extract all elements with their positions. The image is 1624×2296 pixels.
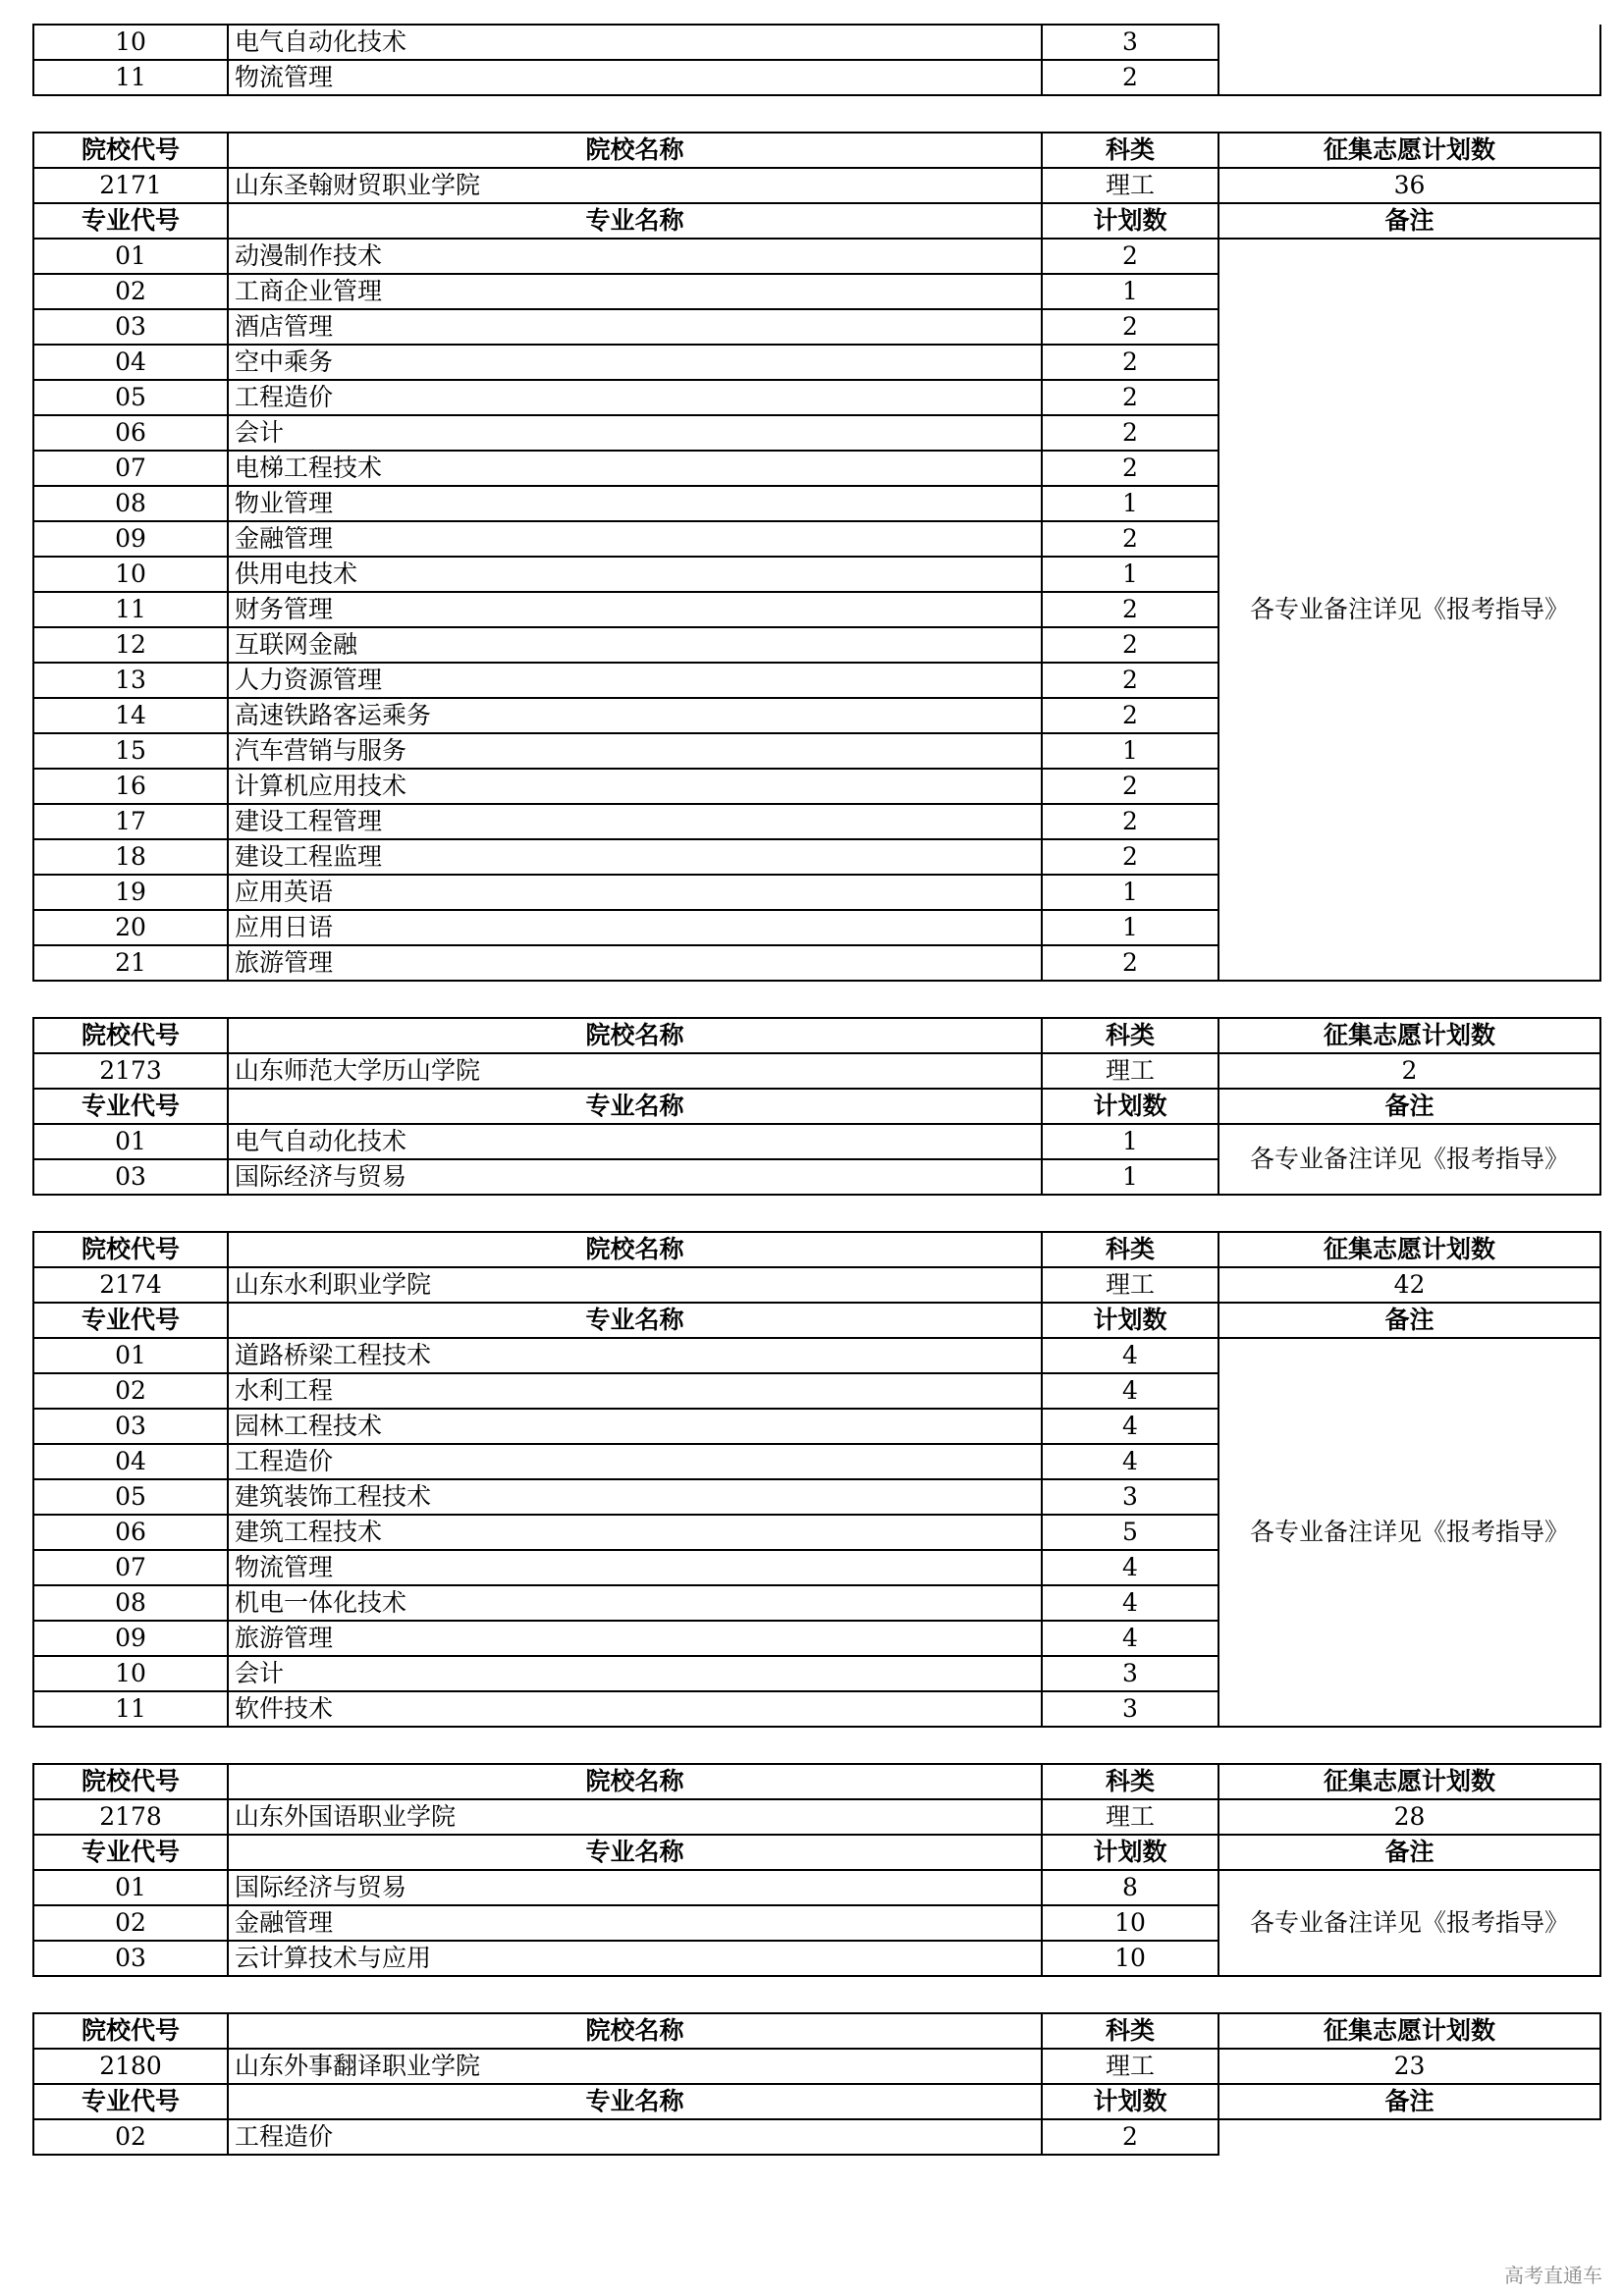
major-name: 园林工程技术	[228, 1409, 1042, 1444]
major-code: 19	[33, 875, 228, 910]
admission-plan-document	[32, 24, 1599, 2156]
major-plan: 4	[1042, 1585, 1218, 1621]
remark-cell: 各专业备注详见《报考指导》	[1218, 1338, 1600, 1727]
table-row	[33, 1338, 1600, 1373]
major-plan: 2	[1042, 2119, 1218, 2155]
major-name-header: 专业名称	[228, 1303, 1042, 1338]
school-table	[32, 132, 1601, 982]
school-code: 2174	[33, 1267, 228, 1303]
major-code: 09	[33, 521, 228, 557]
major-code: 10	[33, 557, 228, 592]
school-code-header: 院校代号	[33, 2013, 228, 2049]
major-name: 工商企业管理	[228, 274, 1042, 309]
major-plan: 3	[1042, 1691, 1218, 1727]
major-name: 互联网金融	[228, 627, 1042, 663]
major-plan: 1	[1042, 910, 1218, 945]
plan-header: 计划数	[1042, 203, 1218, 239]
major-code: 03	[33, 1159, 228, 1195]
school-code-header: 院校代号	[33, 1764, 228, 1799]
major-plan: 1	[1042, 486, 1218, 521]
major-plan: 2	[1042, 380, 1218, 415]
major-name: 会计	[228, 1656, 1042, 1691]
school-table	[32, 1231, 1601, 1728]
major-code: 03	[33, 309, 228, 345]
major-name: 空中乘务	[228, 345, 1042, 380]
major-name: 金融管理	[228, 1905, 1042, 1941]
major-plan: 1	[1042, 1124, 1218, 1159]
major-plan: 3	[1042, 25, 1218, 60]
major-name: 电气自动化技术	[228, 25, 1042, 60]
major-name: 建设工程管理	[228, 804, 1042, 839]
major-name: 供用电技术	[228, 557, 1042, 592]
major-code: 01	[33, 239, 228, 274]
major-plan: 2	[1042, 627, 1218, 663]
school-code: 2178	[33, 1799, 228, 1835]
major-plan: 2	[1042, 345, 1218, 380]
remark-header: 备注	[1218, 1303, 1600, 1338]
major-code: 11	[33, 592, 228, 627]
major-code: 11	[33, 60, 228, 95]
school-name-header: 院校名称	[228, 2013, 1042, 2049]
major-name: 建筑装饰工程技术	[228, 1479, 1042, 1515]
major-plan: 2	[1042, 769, 1218, 804]
school-info-row	[33, 1053, 1600, 1089]
major-plan: 1	[1042, 274, 1218, 309]
major-name: 动漫制作技术	[228, 239, 1042, 274]
school-header-row	[33, 2013, 1600, 2049]
major-plan: 2	[1042, 592, 1218, 627]
major-name: 物流管理	[228, 1550, 1042, 1585]
major-plan: 4	[1042, 1373, 1218, 1409]
school-info-row	[33, 1799, 1600, 1835]
major-plan: 1	[1042, 875, 1218, 910]
major-plan: 2	[1042, 60, 1218, 95]
major-name-header: 专业名称	[228, 1089, 1042, 1124]
school-category: 理工	[1042, 1053, 1218, 1089]
major-name: 金融管理	[228, 521, 1042, 557]
major-plan: 3	[1042, 1479, 1218, 1515]
major-code: 02	[33, 1373, 228, 1409]
major-name: 工程造价	[228, 380, 1042, 415]
major-header-row	[33, 1089, 1600, 1124]
school-header-row	[33, 1232, 1600, 1267]
school-table	[32, 2012, 1601, 2156]
school-code-header: 院校代号	[33, 133, 228, 168]
major-name-header: 专业名称	[228, 203, 1042, 239]
school-name: 山东外事翻译职业学院	[228, 2049, 1042, 2084]
major-name-header: 专业名称	[228, 1835, 1042, 1870]
major-code-header: 专业代号	[33, 1303, 228, 1338]
major-code: 08	[33, 1585, 228, 1621]
major-code: 01	[33, 1124, 228, 1159]
major-plan: 2	[1042, 521, 1218, 557]
major-name: 工程造价	[228, 2119, 1042, 2155]
category-header: 科类	[1042, 133, 1218, 168]
school-category: 理工	[1042, 2049, 1218, 2084]
category-header: 科类	[1042, 1232, 1218, 1267]
major-name: 云计算技术与应用	[228, 1941, 1042, 1976]
major-plan: 5	[1042, 1515, 1218, 1550]
major-code: 17	[33, 804, 228, 839]
school-plan-total: 36	[1218, 168, 1600, 203]
major-code: 02	[33, 2119, 228, 2155]
major-code-header: 专业代号	[33, 2084, 228, 2119]
major-plan: 2	[1042, 415, 1218, 451]
major-code: 15	[33, 733, 228, 769]
major-code: 05	[33, 1479, 228, 1515]
school-name: 山东外国语职业学院	[228, 1799, 1042, 1835]
major-code: 09	[33, 1621, 228, 1656]
school-name-header: 院校名称	[228, 133, 1042, 168]
major-header-row	[33, 2084, 1600, 2119]
major-name: 物流管理	[228, 60, 1042, 95]
remark-cell: 各专业备注详见《报考指导》	[1218, 239, 1600, 981]
school-header-row	[33, 133, 1600, 168]
major-name: 应用日语	[228, 910, 1042, 945]
school-category: 理工	[1042, 1267, 1218, 1303]
school-plan-total: 23	[1218, 2049, 1600, 2084]
school-plan-total: 2	[1218, 1053, 1600, 1089]
major-plan: 10	[1042, 1941, 1218, 1976]
school-name: 山东圣翰财贸职业学院	[228, 168, 1042, 203]
table-row	[33, 2119, 1600, 2155]
major-name: 建设工程监理	[228, 839, 1042, 875]
category-header: 科类	[1042, 1018, 1218, 1053]
major-code: 01	[33, 1338, 228, 1373]
major-plan: 2	[1042, 663, 1218, 698]
school-header-row	[33, 1018, 1600, 1053]
plan-total-header: 征集志愿计划数	[1218, 2013, 1600, 2049]
school-code-header: 院校代号	[33, 1018, 228, 1053]
major-code: 04	[33, 1444, 228, 1479]
major-code: 14	[33, 698, 228, 733]
major-code: 02	[33, 1905, 228, 1941]
remark-header: 备注	[1218, 1835, 1600, 1870]
plan-header: 计划数	[1042, 1303, 1218, 1338]
major-header-row	[33, 203, 1600, 239]
school-table	[32, 1017, 1601, 1196]
major-plan: 8	[1042, 1870, 1218, 1905]
major-name: 旅游管理	[228, 945, 1042, 981]
category-header: 科类	[1042, 1764, 1218, 1799]
major-code: 13	[33, 663, 228, 698]
major-name: 酒店管理	[228, 309, 1042, 345]
major-name: 国际经济与贸易	[228, 1870, 1042, 1905]
major-plan: 1	[1042, 557, 1218, 592]
major-plan: 4	[1042, 1338, 1218, 1373]
major-code: 12	[33, 627, 228, 663]
school-category: 理工	[1042, 168, 1218, 203]
plan-total-header: 征集志愿计划数	[1218, 133, 1600, 168]
major-name: 物业管理	[228, 486, 1042, 521]
major-name: 高速铁路客运乘务	[228, 698, 1042, 733]
plan-header: 计划数	[1042, 1089, 1218, 1124]
major-code: 07	[33, 1550, 228, 1585]
major-name: 电梯工程技术	[228, 451, 1042, 486]
school-category: 理工	[1042, 1799, 1218, 1835]
major-name: 国际经济与贸易	[228, 1159, 1042, 1195]
major-plan: 4	[1042, 1409, 1218, 1444]
table-row	[33, 239, 1600, 274]
major-plan: 2	[1042, 698, 1218, 733]
major-code: 20	[33, 910, 228, 945]
major-name: 水利工程	[228, 1373, 1042, 1409]
major-name: 建筑工程技术	[228, 1515, 1042, 1550]
major-code: 16	[33, 769, 228, 804]
major-code: 03	[33, 1409, 228, 1444]
major-plan: 2	[1042, 839, 1218, 875]
major-header-row	[33, 1835, 1600, 1870]
major-name: 汽车营销与服务	[228, 733, 1042, 769]
major-code: 10	[33, 25, 228, 60]
major-name: 应用英语	[228, 875, 1042, 910]
major-name: 会计	[228, 415, 1042, 451]
major-plan: 2	[1042, 451, 1218, 486]
plan-total-header: 征集志愿计划数	[1218, 1232, 1600, 1267]
major-code: 18	[33, 839, 228, 875]
plan-total-header: 征集志愿计划数	[1218, 1018, 1600, 1053]
major-name: 电气自动化技术	[228, 1124, 1042, 1159]
major-plan: 10	[1042, 1905, 1218, 1941]
major-name: 财务管理	[228, 592, 1042, 627]
school-code: 2180	[33, 2049, 228, 2084]
school-code: 2173	[33, 1053, 228, 1089]
school-plan-total: 42	[1218, 1267, 1600, 1303]
major-plan: 2	[1042, 239, 1218, 274]
watermark: 高考直通车	[1504, 2264, 1602, 2287]
remark-cell	[1218, 2119, 1600, 2155]
school-name-header: 院校名称	[228, 1232, 1042, 1267]
major-code: 05	[33, 380, 228, 415]
major-code: 06	[33, 415, 228, 451]
major-name: 机电一体化技术	[228, 1585, 1042, 1621]
major-code: 02	[33, 274, 228, 309]
major-code: 01	[33, 1870, 228, 1905]
major-code: 07	[33, 451, 228, 486]
major-code: 06	[33, 1515, 228, 1550]
major-name: 软件技术	[228, 1691, 1042, 1727]
major-name: 道路桥梁工程技术	[228, 1338, 1042, 1373]
school-name-header: 院校名称	[228, 1764, 1042, 1799]
major-name: 工程造价	[228, 1444, 1042, 1479]
major-name: 计算机应用技术	[228, 769, 1042, 804]
major-plan: 4	[1042, 1550, 1218, 1585]
major-name: 人力资源管理	[228, 663, 1042, 698]
major-code-header: 专业代号	[33, 203, 228, 239]
major-plan: 1	[1042, 733, 1218, 769]
major-code: 08	[33, 486, 228, 521]
school-name: 山东师范大学历山学院	[228, 1053, 1042, 1089]
school-header-row	[33, 1764, 1600, 1799]
remark-header: 备注	[1218, 1089, 1600, 1124]
major-code: 21	[33, 945, 228, 981]
remark-cell: 各专业备注详见《报考指导》	[1218, 1870, 1600, 1976]
major-plan: 4	[1042, 1621, 1218, 1656]
remark-header: 备注	[1218, 2084, 1600, 2119]
school-name: 山东水利职业学院	[228, 1267, 1042, 1303]
school-plan-total: 28	[1218, 1799, 1600, 1835]
school-info-row	[33, 2049, 1600, 2084]
remark-cell: 各专业备注详见《报考指导》	[1218, 1124, 1600, 1195]
remark-cell	[1218, 25, 1600, 95]
major-name-header: 专业名称	[228, 2084, 1042, 2119]
major-plan: 3	[1042, 1656, 1218, 1691]
remark-header: 备注	[1218, 203, 1600, 239]
school-table	[32, 1763, 1601, 1977]
school-info-row	[33, 168, 1600, 203]
major-plan: 2	[1042, 804, 1218, 839]
major-plan: 2	[1042, 309, 1218, 345]
major-plan: 1	[1042, 1159, 1218, 1195]
major-code-header: 专业代号	[33, 1089, 228, 1124]
plan-total-header: 征集志愿计划数	[1218, 1764, 1600, 1799]
table-row	[33, 1870, 1600, 1905]
major-code: 04	[33, 345, 228, 380]
school-code-header: 院校代号	[33, 1232, 228, 1267]
major-name: 旅游管理	[228, 1621, 1042, 1656]
major-code: 10	[33, 1656, 228, 1691]
major-code: 11	[33, 1691, 228, 1727]
school-name-header: 院校名称	[228, 1018, 1042, 1053]
major-plan: 4	[1042, 1444, 1218, 1479]
major-plan: 2	[1042, 945, 1218, 981]
school-code: 2171	[33, 168, 228, 203]
table-row	[33, 25, 1600, 60]
plan-header: 计划数	[1042, 1835, 1218, 1870]
category-header: 科类	[1042, 2013, 1218, 2049]
major-header-row	[33, 1303, 1600, 1338]
school-info-row	[33, 1267, 1600, 1303]
continued-table	[32, 24, 1601, 96]
major-code-header: 专业代号	[33, 1835, 228, 1870]
table-row	[33, 1124, 1600, 1159]
major-code: 03	[33, 1941, 228, 1976]
plan-header: 计划数	[1042, 2084, 1218, 2119]
